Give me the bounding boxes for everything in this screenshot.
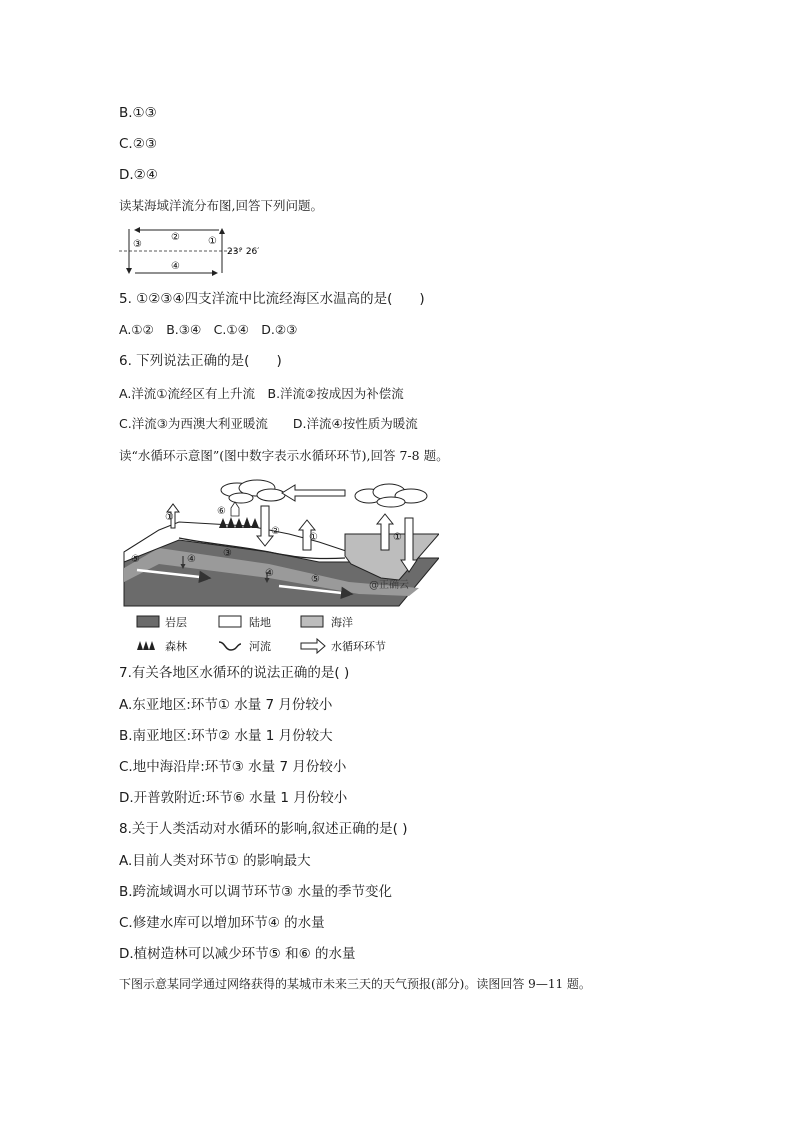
label-1c: ① bbox=[393, 532, 402, 543]
intro-ocean-currents: 读某海域洋流分布图,回答下列问题。 bbox=[119, 198, 323, 213]
legend-river-icon bbox=[219, 642, 241, 650]
advection-arrow bbox=[282, 485, 345, 501]
intro-water-cycle: 读“水循环示意图”(图中数字表示水循环环节),回答 7-8 题。 bbox=[119, 448, 449, 463]
label-3: ③ bbox=[223, 548, 232, 559]
legend-forest-icon bbox=[137, 641, 155, 650]
question-5-options: A.①② B.③④ C.①④ D.②③ bbox=[119, 322, 298, 337]
label-1a: ① bbox=[165, 512, 174, 523]
legend-land-swatch bbox=[219, 616, 241, 627]
legend-ocean-swatch bbox=[301, 616, 323, 627]
cloud-icon bbox=[355, 484, 427, 507]
label-4a: ④ bbox=[187, 554, 196, 565]
latitude-label: 23° 26′ bbox=[227, 247, 259, 257]
question-5-stem: 5. ①②③④四支洋流中比流经海区水温高的是( ) bbox=[119, 291, 425, 307]
label-2: ② bbox=[271, 526, 280, 537]
water-cycle-diagram bbox=[119, 478, 439, 664]
ocean-current-diagram bbox=[119, 225, 259, 277]
forest-icon bbox=[219, 517, 259, 528]
label-current-1: ① bbox=[208, 236, 217, 247]
label-4b: ④ bbox=[265, 568, 274, 579]
question-6-options-row1: A.洋流①流经区有上升流 B.洋流②按成因为补偿流 bbox=[119, 386, 404, 401]
question-7-option-a: A.东亚地区:环节① 水量 7 月份较小 bbox=[119, 697, 333, 713]
legend-rock-label: 岩层 bbox=[165, 616, 187, 629]
question-6-options-row2: C.洋流③为西澳大利亚暖流 D.洋流④按性质为暖流 bbox=[119, 416, 418, 431]
legend-rock-swatch bbox=[137, 616, 159, 627]
legend bbox=[137, 615, 386, 653]
legend-river-label: 河流 bbox=[249, 640, 271, 653]
label-5b: ⑤ bbox=[311, 574, 320, 585]
cloud-icon bbox=[221, 480, 285, 503]
legend-cycle-label: 水循环环节 bbox=[331, 640, 386, 653]
question-8-option-c: C.修建水库可以增加环节④ 的水量 bbox=[119, 915, 325, 931]
question-6-stem: 6. 下列说法正确的是( ) bbox=[119, 353, 282, 369]
option-d: D.②④ bbox=[119, 167, 158, 183]
option-b: B.①③ bbox=[119, 105, 157, 121]
label-current-3: ③ bbox=[133, 239, 142, 250]
intro-weather-forecast: 下图示意某同学通过网络获得的某城市未来三天的天气预报(部分)。读图回答 9—11 题。 bbox=[119, 977, 591, 991]
question-7-option-c: C.地中海沿岸:环节③ 水量 7 月份较小 bbox=[119, 759, 347, 775]
label-1b: ① bbox=[309, 532, 318, 543]
option-c: C.②③ bbox=[119, 136, 157, 152]
label-current-2: ② bbox=[171, 232, 180, 243]
legend-forest-label: 森林 bbox=[165, 640, 187, 653]
question-7-stem: 7.有关各地区水循环的说法正确的是( ) bbox=[119, 665, 350, 681]
question-7-option-d: D.开普敦附近:环节⑥ 水量 1 月份较小 bbox=[119, 790, 348, 806]
question-8-stem: 8.关于人类活动对水循环的影响,叙述正确的是( ) bbox=[119, 821, 408, 837]
transpiration-arrow bbox=[231, 502, 239, 516]
legend-ocean-label: 海洋 bbox=[331, 616, 353, 629]
label-6: ⑥ bbox=[217, 506, 226, 517]
label-current-4: ④ bbox=[171, 261, 180, 272]
question-7-option-b: B.南亚地区:环节② 水量 1 月份较大 bbox=[119, 728, 333, 744]
label-5a: ⑤ bbox=[131, 554, 140, 565]
question-8-option-b: B.跨流域调水可以调节环节③ 水量的季节变化 bbox=[119, 884, 392, 900]
legend-land-label: 陆地 bbox=[249, 616, 271, 629]
legend-cycle-arrow-icon bbox=[301, 639, 325, 653]
watermark: @正确云 bbox=[369, 580, 409, 591]
question-8-option-a: A.目前人类对环节① 的影响最大 bbox=[119, 853, 311, 869]
question-8-option-d: D.植树造林可以减少环节⑤ 和⑥ 的水量 bbox=[119, 946, 356, 962]
